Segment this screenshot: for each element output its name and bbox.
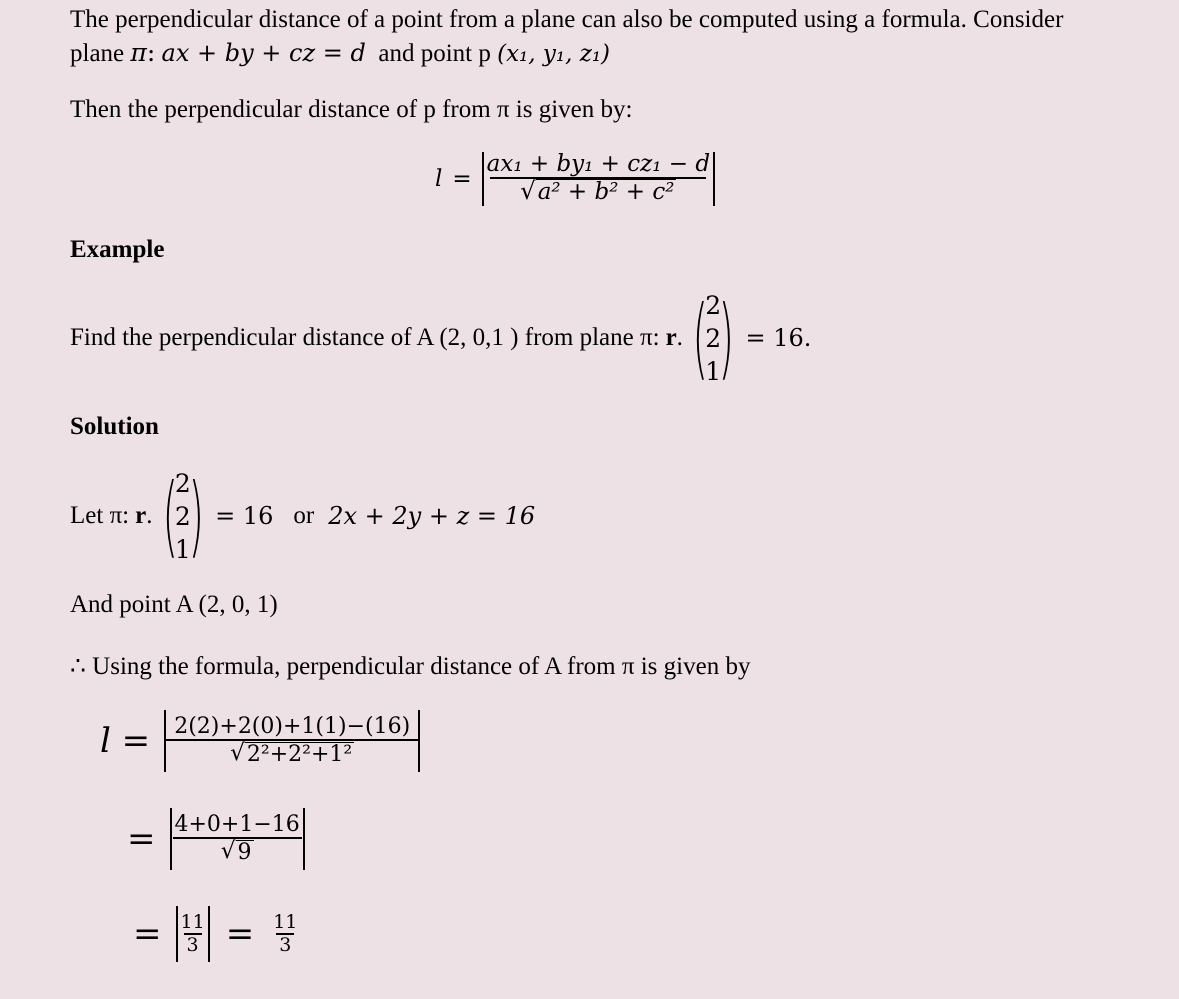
pi-symbol: π — [130, 38, 147, 67]
distance-formula — [435, 152, 715, 206]
formula-lhs: l — [435, 166, 443, 192]
example-vec-1: 2 — [705, 323, 722, 353]
formula-equals: = — [452, 166, 472, 192]
plane-word: plane — [70, 40, 125, 67]
example-vec-0: 2 — [705, 290, 722, 320]
step3-abs-right — [208, 906, 210, 962]
solution-dot: . — [146, 502, 153, 529]
solution-vec-2: 1 — [174, 534, 191, 564]
example-problem — [70, 286, 812, 389]
solution-normal-vector: ( 2 2 1 ) — [161, 464, 204, 567]
step1-abs-right — [418, 710, 420, 772]
solution-rhs: = 16 — [215, 502, 274, 530]
example-text: Find the perpendicular distance of A (2, 0,1 ) from plane π: — [70, 324, 660, 351]
formula-numerator: ax₁ + by₁ + cz₁ − d — [486, 151, 711, 178]
solution-plane-line — [70, 464, 536, 567]
step3-fraction — [178, 912, 208, 957]
step-1 — [100, 710, 420, 772]
formula-fraction — [484, 152, 713, 206]
example-r-vector: r — [665, 324, 677, 351]
step2-denominator: √ 9 — [173, 837, 302, 865]
solution-heading: Solution — [70, 413, 159, 440]
step1-lhs: l = — [100, 721, 151, 761]
step1-numerator: 2(2)+2(0)+1(1)−(16) — [174, 713, 411, 739]
step3-equals-2: = — [225, 914, 255, 954]
step-3 — [133, 906, 300, 962]
step3-result-numerator: 11 — [273, 910, 298, 933]
intro-line-1: The perpendicular distance of a point from a plane can also be computed using a formula. Consider — [70, 6, 1064, 33]
solution-r-vector: r — [135, 502, 147, 529]
let-text: Let π: — [70, 502, 130, 529]
therefore-line: ∴ Using the formula, perpendicular distance of A from π is given by — [70, 653, 751, 680]
step3-denominator: 3 — [184, 933, 202, 957]
colon: : — [146, 38, 156, 67]
step2-numerator: 4+0+1−16 — [174, 811, 300, 837]
solution-vec-1: 2 — [174, 501, 191, 531]
example-rhs: = 16. — [745, 324, 812, 352]
step3-result — [270, 912, 300, 957]
step2-fraction — [172, 813, 303, 865]
step3-numerator: 11 — [180, 910, 205, 933]
example-normal-vector: ( 2 2 1 ) — [692, 286, 735, 389]
cartesian-equation: 2x + 2y + z = 16 — [328, 502, 536, 530]
and-point-line: And point A (2, 0, 1) — [70, 591, 278, 618]
step1-denominator: √ 2²+2²+1² — [166, 739, 418, 767]
and-point-text: and point p — [378, 40, 491, 67]
formula-denominator: √ a² + b² + c² — [490, 177, 706, 205]
step2-equals: = — [127, 819, 156, 859]
step2-abs-right — [303, 808, 305, 870]
solution-vec-0: 2 — [174, 468, 191, 498]
abs-bar-right — [713, 152, 715, 206]
point-coordinates: (x₁, y₁, z₁) — [497, 41, 611, 67]
step3-equals: = — [133, 914, 162, 954]
plane-equation: ax + by + cz = d — [161, 39, 366, 67]
then-line: Then the perpendicular distance of p from π is given by: — [70, 96, 633, 123]
step3-result-denominator: 3 — [276, 933, 294, 957]
sqrt-symbol: √ — [520, 177, 536, 206]
example-vec-2: 1 — [705, 356, 722, 386]
intro-line-2 — [70, 38, 610, 69]
step1-fraction — [166, 715, 418, 767]
or-text: or — [293, 502, 315, 529]
example-dot: . — [676, 324, 683, 351]
example-heading: Example — [70, 236, 165, 263]
step-2 — [127, 808, 305, 870]
